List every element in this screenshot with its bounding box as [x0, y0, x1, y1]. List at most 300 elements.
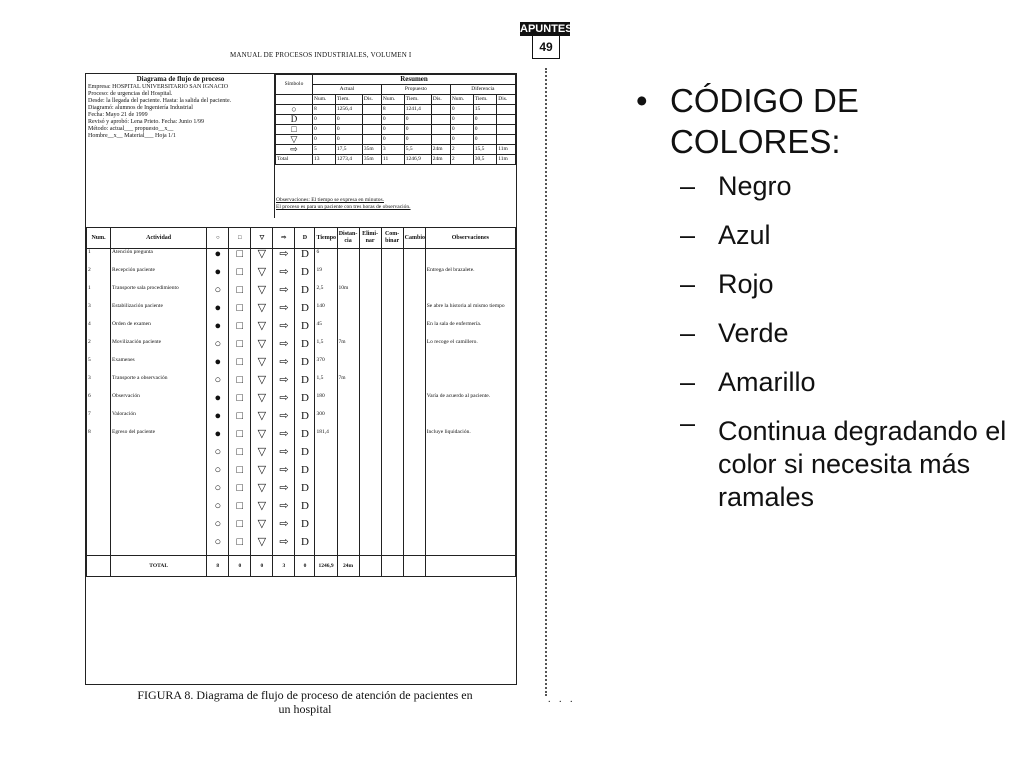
col-distance: Distan- cia: [337, 228, 359, 249]
arrow-icon: ⇨: [273, 483, 295, 501]
summary-cell: 0: [404, 115, 431, 125]
triangle-icon: ▽: [251, 228, 273, 249]
summary-cell: 0: [450, 135, 473, 145]
empty-cell: [403, 465, 425, 483]
col-time: Tiempo: [315, 228, 337, 249]
summary-col-header: Num.: [313, 95, 336, 105]
table-row: [87, 501, 516, 519]
activity-distance: 7m: [337, 339, 359, 357]
empty-cell: [315, 537, 337, 556]
empty-cell: [403, 483, 425, 501]
activity-name: Orden de examen: [111, 321, 207, 339]
activity-num: [87, 447, 111, 465]
symbol-header: Símbolo: [276, 75, 313, 95]
sub-bullet: – Azul: [680, 220, 771, 250]
circle-icon: ●: [207, 429, 229, 447]
activity-num: 4: [87, 321, 111, 339]
summary-cell: 0: [473, 135, 497, 145]
total-value: 0: [229, 556, 251, 577]
activity-num: 2: [87, 339, 111, 357]
square-icon: □: [229, 465, 251, 483]
summary-cell: 0: [404, 135, 431, 145]
activity-time: 300: [315, 411, 337, 429]
square-icon: □: [229, 483, 251, 501]
triangle-icon: ▽: [251, 303, 273, 321]
triangle-icon: ▽: [251, 267, 273, 285]
activity-num: 2: [87, 267, 111, 285]
activity-name: [111, 465, 207, 483]
table-row: [87, 249, 516, 268]
empty-cell: [337, 537, 359, 556]
square-icon: □: [229, 267, 251, 285]
activity-change: [403, 393, 425, 411]
activity-time: 180: [315, 393, 337, 411]
empty-cell: [315, 483, 337, 501]
activity-change: [403, 267, 425, 285]
activity-observation: [425, 249, 515, 268]
table-row: [87, 429, 516, 447]
info-line: Diagramó: alumnos de Ingeniería Industrial: [88, 105, 193, 111]
summary-cell: [362, 135, 381, 145]
table-row: [87, 303, 516, 321]
empty-cell: [359, 465, 381, 483]
summary-cell: 0: [381, 125, 404, 135]
empty-cell: [359, 483, 381, 501]
summary-col-header: Dis.: [497, 95, 516, 105]
activity-name: Valoración: [111, 411, 207, 429]
summary-row: [276, 105, 516, 115]
empty-cell: [315, 501, 337, 519]
delay-icon: D: [295, 375, 315, 393]
arrow-icon: ⇨: [273, 447, 295, 465]
empty-cell: [381, 447, 403, 465]
empty-cell: [425, 537, 515, 556]
empty-cell: [425, 501, 515, 519]
circle-icon: ●: [207, 321, 229, 339]
activity-distance: [337, 429, 359, 447]
square-icon: □: [229, 411, 251, 429]
empty-cell: [315, 519, 337, 537]
summary-cell: [497, 115, 516, 125]
apuntes-badge: [520, 22, 573, 62]
square-icon: □: [229, 357, 251, 375]
triangle-icon: ▽: [251, 447, 273, 465]
activity-eliminate: [359, 249, 381, 268]
arrow-icon: ⇨: [273, 501, 295, 519]
triangle-icon: ▽: [251, 339, 273, 357]
activity-observation: Entrega del brazalete.: [425, 267, 515, 285]
activity-change: [403, 285, 425, 303]
info-title: Diagrama de flujo de proceso: [136, 75, 225, 83]
sub-bullet: – Rojo: [680, 269, 774, 299]
activity-combine: [381, 249, 403, 268]
table-row: [87, 339, 516, 357]
table-row: [87, 375, 516, 393]
summary-col-header: Tiem.: [473, 95, 497, 105]
activity-num: [87, 501, 111, 519]
summary-cell: [497, 135, 516, 145]
square-icon: □: [229, 501, 251, 519]
activity-change: [403, 249, 425, 268]
summary-cell: 0: [335, 135, 362, 145]
summary-cell: 11m: [497, 145, 516, 155]
square-icon: □: [229, 393, 251, 411]
empty-cell: [359, 519, 381, 537]
sub-bullet: – Negro: [680, 171, 792, 201]
empty-cell: [359, 501, 381, 519]
summary-symbol: D: [276, 115, 313, 125]
activity-distance: [337, 357, 359, 375]
summary-col-header: Tiem.: [404, 95, 431, 105]
arrow-icon: ⇨: [273, 357, 295, 375]
caption-line: FIGURA 8. Diagrama de flujo de proceso de atención de pacientes en: [137, 688, 473, 702]
circle-icon: ○: [207, 519, 229, 537]
empty-cell: [403, 501, 425, 519]
summary-total-label: Total: [276, 155, 313, 165]
activity-combine: [381, 375, 403, 393]
group-header: Propuesto: [381, 85, 450, 95]
summary-cell: 17,5: [335, 145, 362, 155]
summary-cell: [362, 115, 381, 125]
activity-distance: [337, 393, 359, 411]
activity-eliminate: [359, 429, 381, 447]
activity-eliminate: [359, 375, 381, 393]
table-row: [87, 357, 516, 375]
summary-total-cell: 13: [313, 155, 336, 165]
activity-change: [403, 429, 425, 447]
activity-name: Egreso del paciente: [111, 429, 207, 447]
activity-observation: Lo recoge el camillero.: [425, 339, 515, 357]
triangle-icon: ▽: [251, 249, 273, 268]
circle-icon: ●: [207, 357, 229, 375]
col-eliminate: Elimi- nar: [359, 228, 381, 249]
activity-name: [111, 447, 207, 465]
delay-icon: D: [295, 228, 315, 249]
empty-cell: [337, 447, 359, 465]
empty-cell: [425, 483, 515, 501]
delay-icon: D: [295, 411, 315, 429]
summary-title: Resumen: [313, 75, 516, 85]
triangle-icon: ▽: [251, 411, 273, 429]
arrow-icon: ⇨: [273, 303, 295, 321]
delay-icon: D: [295, 429, 315, 447]
activity-combine: [381, 321, 403, 339]
badge-number: 49: [532, 36, 560, 59]
delay-icon: D: [295, 249, 315, 268]
empty-cell: [381, 465, 403, 483]
activity-eliminate: [359, 285, 381, 303]
activity-change: [403, 321, 425, 339]
sub-bullet: – Continua degradando el color si necesita más ramales: [680, 408, 1007, 512]
total-value: 0: [251, 556, 273, 577]
sub-bullet: – Verde: [680, 318, 789, 348]
table-row: [87, 483, 516, 501]
sub-bullet-text: Negro: [718, 171, 792, 201]
observations-note: [274, 197, 517, 211]
activity-observation: Varía de acuerdo al paciente.: [425, 393, 515, 411]
activity-observation: [425, 411, 515, 429]
summary-cell: 0: [450, 125, 473, 135]
empty-cell: [403, 537, 425, 556]
activity-distance: 7m: [337, 375, 359, 393]
summary-symbol: ⇨: [276, 145, 313, 155]
summary-cell: [497, 125, 516, 135]
activity-num: [87, 519, 111, 537]
activity-observation: [425, 285, 515, 303]
square-icon: □: [229, 429, 251, 447]
empty-cell: [425, 519, 515, 537]
summary-cell: 1256,4: [335, 105, 362, 115]
activity-name: Movilización paciente: [111, 339, 207, 357]
summary-cell: 0: [313, 115, 336, 125]
arrow-icon: ⇨: [273, 393, 295, 411]
summary-cell: [362, 105, 381, 115]
summary-row: [276, 125, 516, 135]
table-row: [87, 447, 516, 465]
circle-icon: ○: [207, 465, 229, 483]
summary-total-cell: 24m: [431, 155, 450, 165]
circle-icon: ○: [207, 447, 229, 465]
circle-icon: ○: [207, 339, 229, 357]
summary-total-cell: 1246,9: [404, 155, 431, 165]
circle-icon: ●: [207, 411, 229, 429]
arrow-icon: ⇨: [273, 321, 295, 339]
activity-num: [87, 483, 111, 501]
summary-cell: 5,5: [404, 145, 431, 155]
activity-num: 6: [87, 393, 111, 411]
summary-cell: 0: [381, 135, 404, 145]
activity-num: 3: [87, 375, 111, 393]
summary-col-header: Tiem.: [335, 95, 362, 105]
delay-icon: D: [295, 303, 315, 321]
empty-cell: [359, 447, 381, 465]
triangle-icon: ▽: [251, 537, 273, 556]
activity-name: Transporte a observación: [111, 375, 207, 393]
arrow-icon: ⇨: [273, 465, 295, 483]
info-line: Revisó y aprobó: Lena Prieto. Fecha: Junio 1/99: [88, 119, 204, 125]
activity-combine: [381, 411, 403, 429]
circle-icon: ○: [207, 285, 229, 303]
col-activity: Actividad: [111, 228, 207, 249]
arrow-icon: ⇨: [273, 267, 295, 285]
activity-eliminate: [359, 393, 381, 411]
process-flow-document: [85, 73, 517, 685]
empty-cell: [381, 519, 403, 537]
square-icon: □: [229, 285, 251, 303]
activity-change: [403, 357, 425, 375]
triangle-icon: ▽: [251, 321, 273, 339]
delay-icon: D: [295, 483, 315, 501]
summary-total-cell: 11: [381, 155, 404, 165]
activity-combine: [381, 357, 403, 375]
summary-cell: 15: [473, 105, 497, 115]
summary-cell: 0: [473, 125, 497, 135]
triangle-icon: ▽: [251, 465, 273, 483]
activity-observation: Incluye liquidación.: [425, 429, 515, 447]
activity-time: 370: [315, 357, 337, 375]
delay-icon: D: [295, 321, 315, 339]
summary-cell: [497, 105, 516, 115]
observations-line: El proceso es para un paciente con tres horas de observación.: [276, 204, 411, 210]
activity-distance: [337, 267, 359, 285]
summary-col-header: Num.: [450, 95, 473, 105]
summary-row: [276, 145, 516, 155]
activity-change: [403, 303, 425, 321]
color-code-list: [636, 80, 1016, 514]
sub-bullet-text: Verde: [718, 318, 789, 348]
activity-time: 1,5: [315, 339, 337, 357]
table-row: [87, 519, 516, 537]
triangle-icon: ▽: [251, 357, 273, 375]
activity-time: 140: [315, 303, 337, 321]
square-icon: □: [229, 519, 251, 537]
activity-combine: [381, 267, 403, 285]
activity-time: 1,5: [315, 375, 337, 393]
circle-icon: ●: [207, 393, 229, 411]
activity-num: 1: [87, 249, 111, 268]
summary-row: [276, 135, 516, 145]
table-row: [87, 465, 516, 483]
activity-name: [111, 483, 207, 501]
activity-observation: Se abre la historia al mismo tiempo: [425, 303, 515, 321]
empty-cell: [381, 501, 403, 519]
arrow-icon: ⇨: [273, 339, 295, 357]
activity-name: Atención pregunta: [111, 249, 207, 268]
activity-num: 5: [87, 357, 111, 375]
activity-name: Transporte sala procedimiento: [111, 285, 207, 303]
activities-table: [86, 227, 516, 577]
activity-distance: [337, 249, 359, 268]
summary-cell: 8: [313, 105, 336, 115]
activity-combine: [381, 303, 403, 321]
activity-change: [403, 411, 425, 429]
summary-col-header: Dis.: [362, 95, 381, 105]
square-icon: □: [229, 303, 251, 321]
table-row: [87, 267, 516, 285]
arrow-icon: ⇨: [273, 519, 295, 537]
summary-col-header: Num.: [381, 95, 404, 105]
activity-change: [403, 375, 425, 393]
summary-col-header: Dis.: [431, 95, 450, 105]
sub-bullet: – Amarillo: [680, 367, 816, 397]
arrow-icon: ⇨: [273, 285, 295, 303]
activity-combine: [381, 285, 403, 303]
caption-line: un hospital: [278, 702, 332, 716]
summary-cell: 0: [404, 125, 431, 135]
activity-num: 1: [87, 285, 111, 303]
empty-cell: [381, 537, 403, 556]
circle-icon: ○: [207, 375, 229, 393]
activity-distance: [337, 411, 359, 429]
table-row: [87, 285, 516, 303]
sub-bullet-text: Rojo: [718, 269, 774, 299]
delay-icon: D: [295, 339, 315, 357]
empty-cell: [381, 483, 403, 501]
activity-change: [403, 339, 425, 357]
info-line: Desde: la llegada del paciente. Hasta: la salida del paciente.: [88, 98, 232, 104]
circle-icon: ○: [207, 483, 229, 501]
triangle-icon: ▽: [251, 519, 273, 537]
circle-icon: ●: [207, 267, 229, 285]
arrow-icon: ⇨: [273, 429, 295, 447]
info-line: Empresa: HOSPITAL UNIVERSITARIO SAN IGNACIO: [88, 84, 229, 90]
activity-observation: En la sala de enfermería.: [425, 321, 515, 339]
col-observations: Observaciones: [425, 228, 515, 249]
activity-name: [111, 519, 207, 537]
summary-cell: 1241,4: [404, 105, 431, 115]
square-icon: □: [229, 228, 251, 249]
table-row: [87, 537, 516, 556]
activity-combine: [381, 393, 403, 411]
summary-cell: 24m: [431, 145, 450, 155]
delay-icon: D: [295, 393, 315, 411]
badge-label: APUNTES: [520, 23, 573, 35]
summary-total-cell: 1273,4: [335, 155, 362, 165]
empty-cell: [315, 465, 337, 483]
activity-num: 7: [87, 411, 111, 429]
observations-line: Observaciones: El tiempo se expresa en minutos.: [276, 197, 384, 203]
figure-caption: [85, 688, 525, 716]
activity-name: Estabilización paciente: [111, 303, 207, 321]
activity-combine: [381, 339, 403, 357]
triangle-icon: ▽: [251, 393, 273, 411]
empty-cell: [425, 447, 515, 465]
activity-num: [87, 537, 111, 556]
activity-name: Recepción paciente: [111, 267, 207, 285]
arrow-icon: ⇨: [273, 411, 295, 429]
info-line: Hombre__x__ Material___ Hoja 1/1: [88, 133, 176, 139]
triangle-icon: ▽: [251, 285, 273, 303]
table-row: [87, 321, 516, 339]
activity-eliminate: [359, 357, 381, 375]
main-bullet: • CÓDIGO DE COLORES:: [636, 80, 1016, 162]
activity-observation: [425, 357, 515, 375]
dotted-divider: [545, 68, 547, 696]
empty-cell: [337, 519, 359, 537]
summary-cell: 0: [450, 105, 473, 115]
summary-cell: 0: [381, 115, 404, 125]
delay-icon: D: [295, 285, 315, 303]
summary-total-cell: 30,5: [473, 155, 497, 165]
summary-cell: 2: [450, 145, 473, 155]
col-num: Num.: [87, 228, 111, 249]
summary-total-cell: 2: [450, 155, 473, 165]
summary-cell: 3: [381, 145, 404, 155]
summary-cell: 5: [313, 145, 336, 155]
activity-time: 45: [315, 321, 337, 339]
total-value: 24m: [337, 556, 359, 577]
col-change: Cambio: [403, 228, 425, 249]
activity-distance: [337, 321, 359, 339]
summary-cell: [431, 135, 450, 145]
delay-icon: D: [295, 537, 315, 556]
square-icon: □: [229, 321, 251, 339]
sub-bullet-text: Continua degradando el color si necesita más ramales: [718, 416, 1007, 512]
dotted-divider-end: . . .: [548, 694, 576, 705]
delay-icon: D: [295, 267, 315, 285]
total-value: 0: [295, 556, 315, 577]
triangle-icon: ▽: [251, 483, 273, 501]
empty-cell: [315, 447, 337, 465]
empty-cell: [337, 501, 359, 519]
summary-symbol: ○: [276, 105, 313, 115]
delay-icon: D: [295, 501, 315, 519]
summary-cell: [431, 115, 450, 125]
summary-cell: 0: [313, 125, 336, 135]
square-icon: □: [229, 339, 251, 357]
summary-cell: 0: [335, 115, 362, 125]
info-line: Proceso: de urgencias del Hospital.: [88, 91, 173, 97]
